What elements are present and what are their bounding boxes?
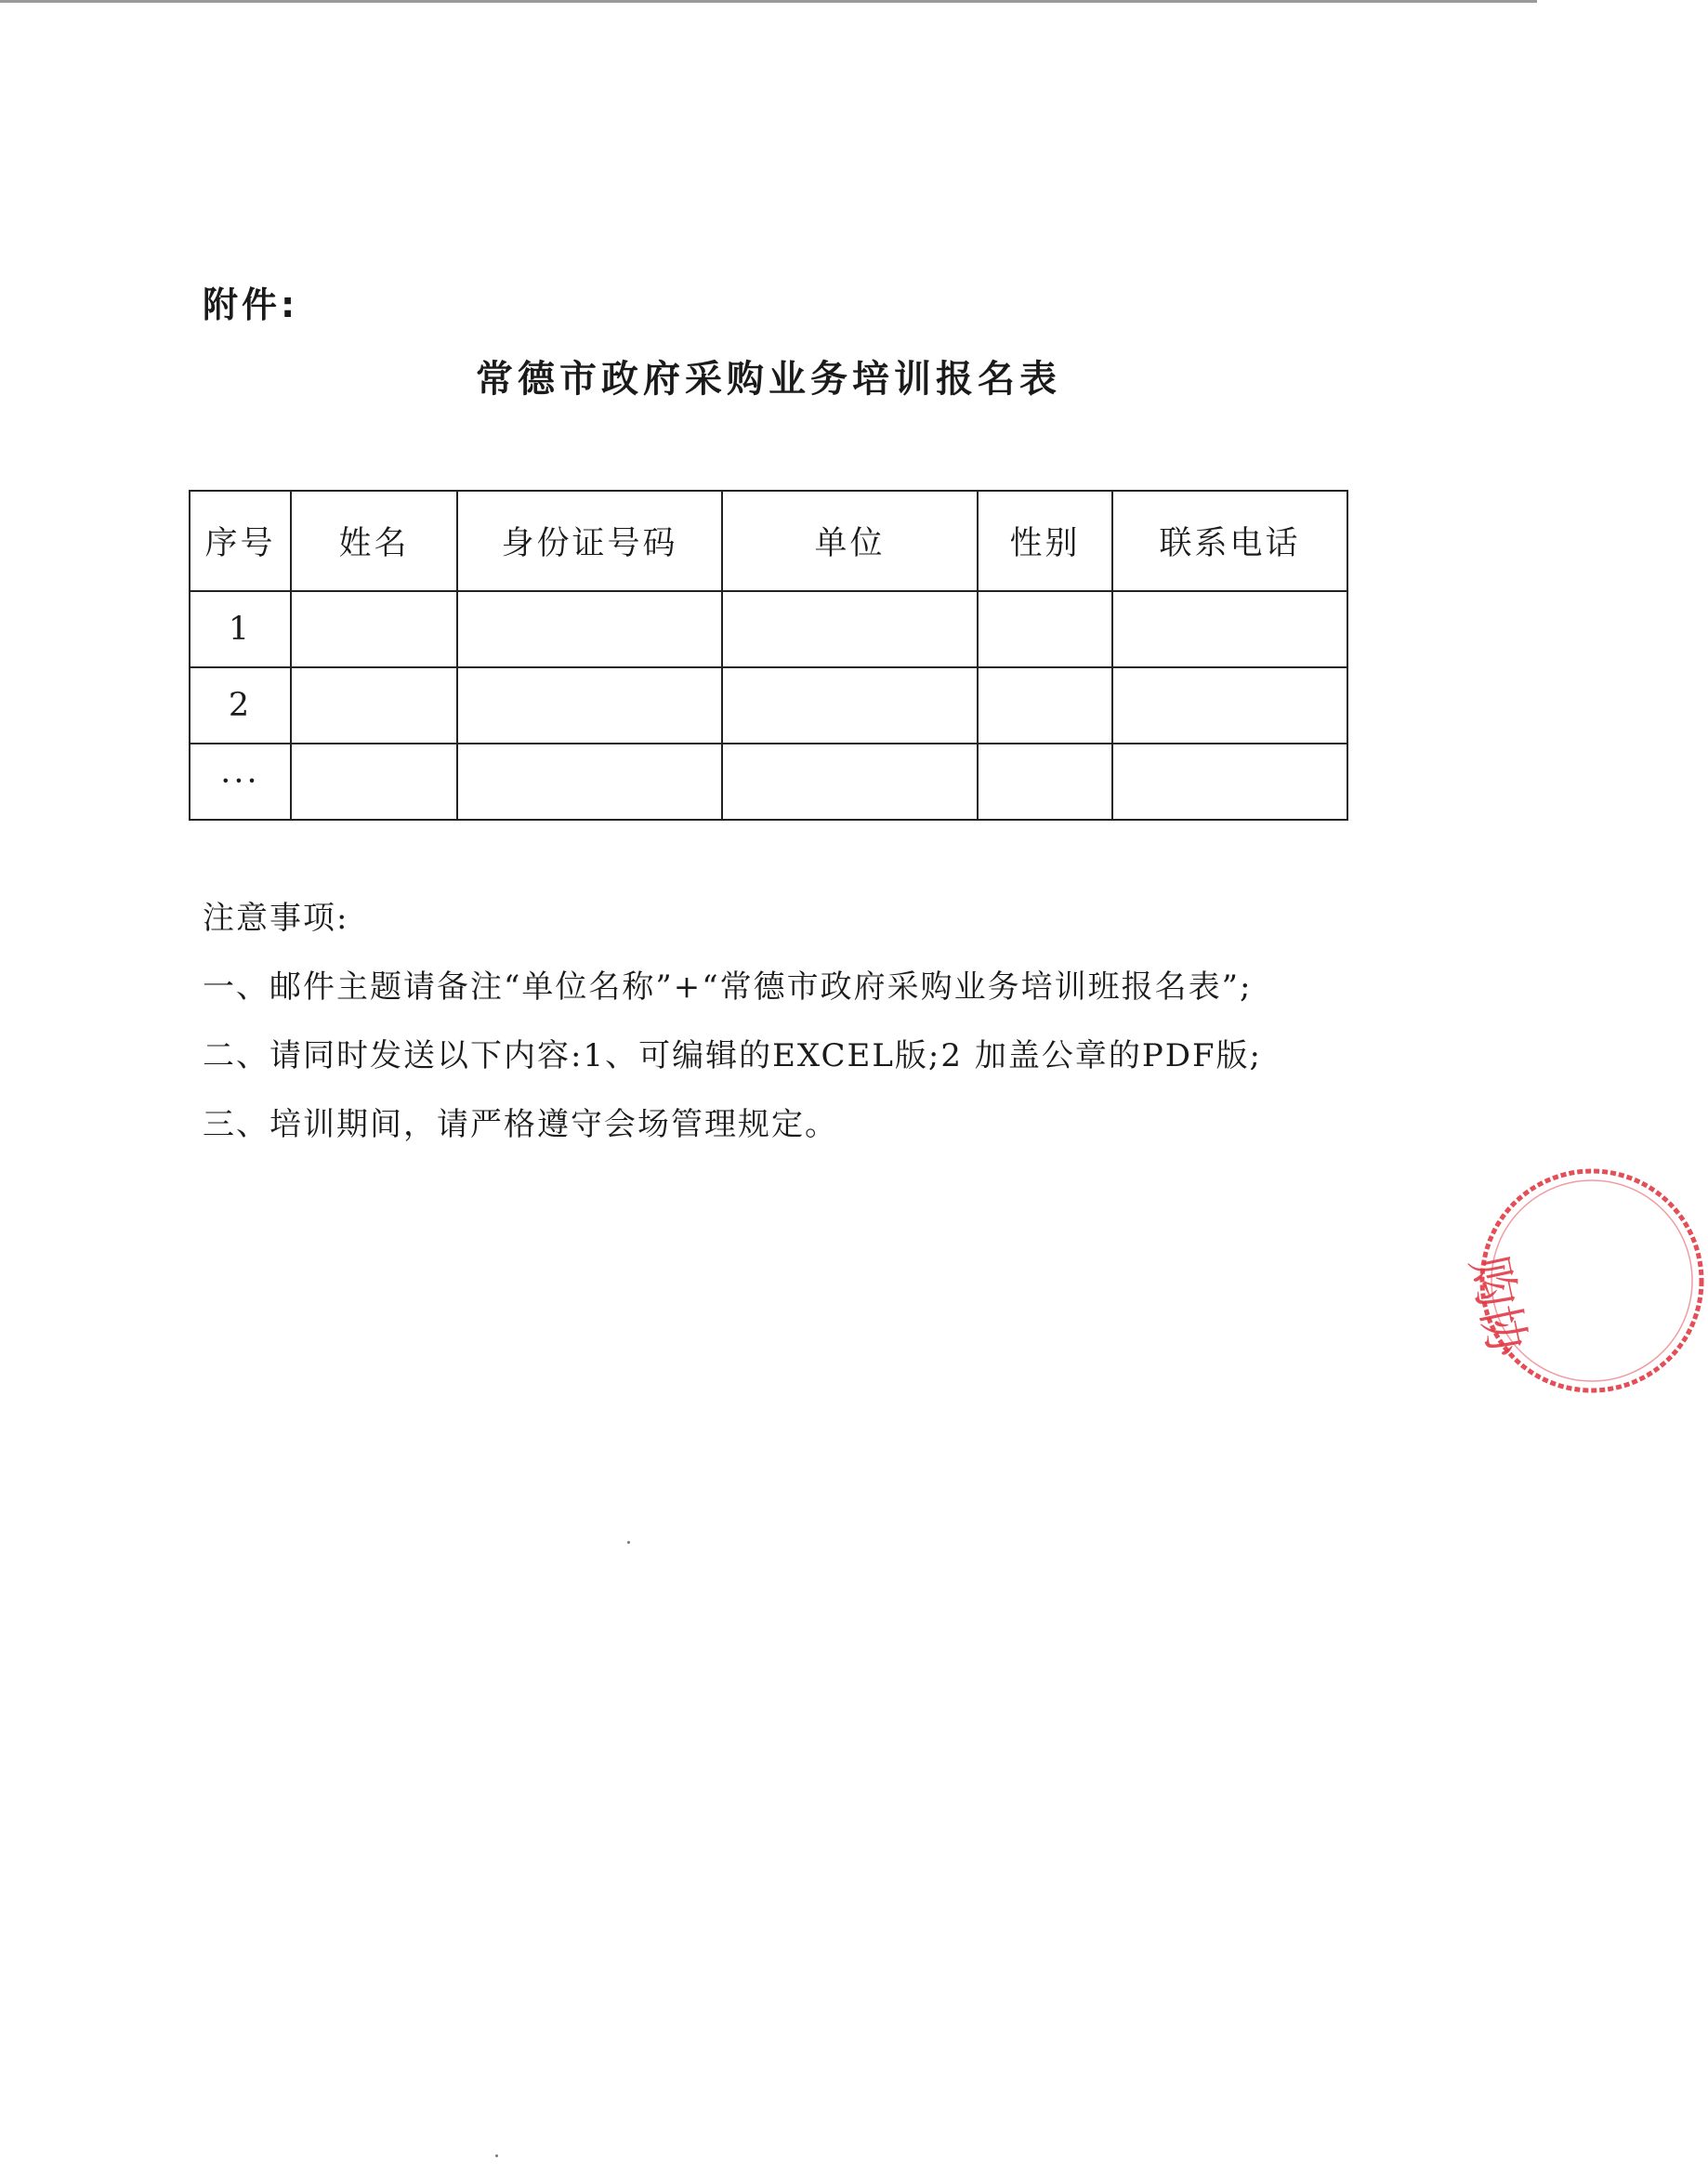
cell-name: [291, 744, 457, 820]
cell-organization: [722, 744, 978, 820]
cell-name: [291, 667, 457, 744]
cell-phone: [1112, 744, 1347, 820]
header-serial-number: 序号: [190, 491, 291, 591]
cell-name: [291, 591, 457, 667]
notes-section: [203, 892, 1355, 1167]
cell-phone: [1112, 591, 1347, 667]
registration-table: [189, 490, 1348, 821]
header-name: 姓名: [291, 491, 457, 591]
header-id-number: 身份证号码: [457, 491, 722, 591]
table-row: [190, 744, 1347, 820]
header-organization: 单位: [722, 491, 978, 591]
cell-phone: [1112, 667, 1347, 744]
note-item: 一、邮件主题请备注“单位名称”+“常德市政府采购业务培训班报名表”;: [203, 968, 1253, 1006]
document-title: 常德市政府采购业务培训报名表: [476, 358, 1061, 401]
scan-top-edge: [0, 0, 1537, 3]
cell-gender: [978, 667, 1112, 744]
attachment-label: 附件:: [203, 284, 299, 325]
cell-organization: [722, 591, 978, 667]
cell-serial-number: 1: [190, 591, 291, 667]
cell-id-number: [457, 591, 722, 667]
cell-id-number: [457, 667, 722, 744]
scan-speck: [495, 2154, 498, 2157]
cell-gender: [978, 591, 1112, 667]
cell-id-number: [457, 744, 722, 820]
seal-text: 购协: [1459, 1251, 1538, 1363]
cell-serial-number: ···: [190, 744, 291, 820]
header-gender: 性别: [978, 491, 1112, 591]
cell-gender: [978, 744, 1112, 820]
note-item: 二、请同时发送以下内容:1、可编辑的EXCEL版;2 加盖公章的PDF版;: [203, 1037, 1263, 1074]
table-header-row: [190, 491, 1347, 591]
table-row: [190, 667, 1347, 744]
cell-organization: [722, 667, 978, 744]
header-phone: 联系电话: [1112, 491, 1347, 591]
scan-speck: [627, 1541, 630, 1544]
cell-serial-number: 2: [190, 667, 291, 744]
note-item: 三、培训期间，请严格遵守会场管理规定。: [203, 1106, 838, 1143]
notes-heading: 注意事项:: [203, 900, 349, 937]
table-row: [190, 591, 1347, 667]
official-seal: [1459, 1165, 1708, 1397]
